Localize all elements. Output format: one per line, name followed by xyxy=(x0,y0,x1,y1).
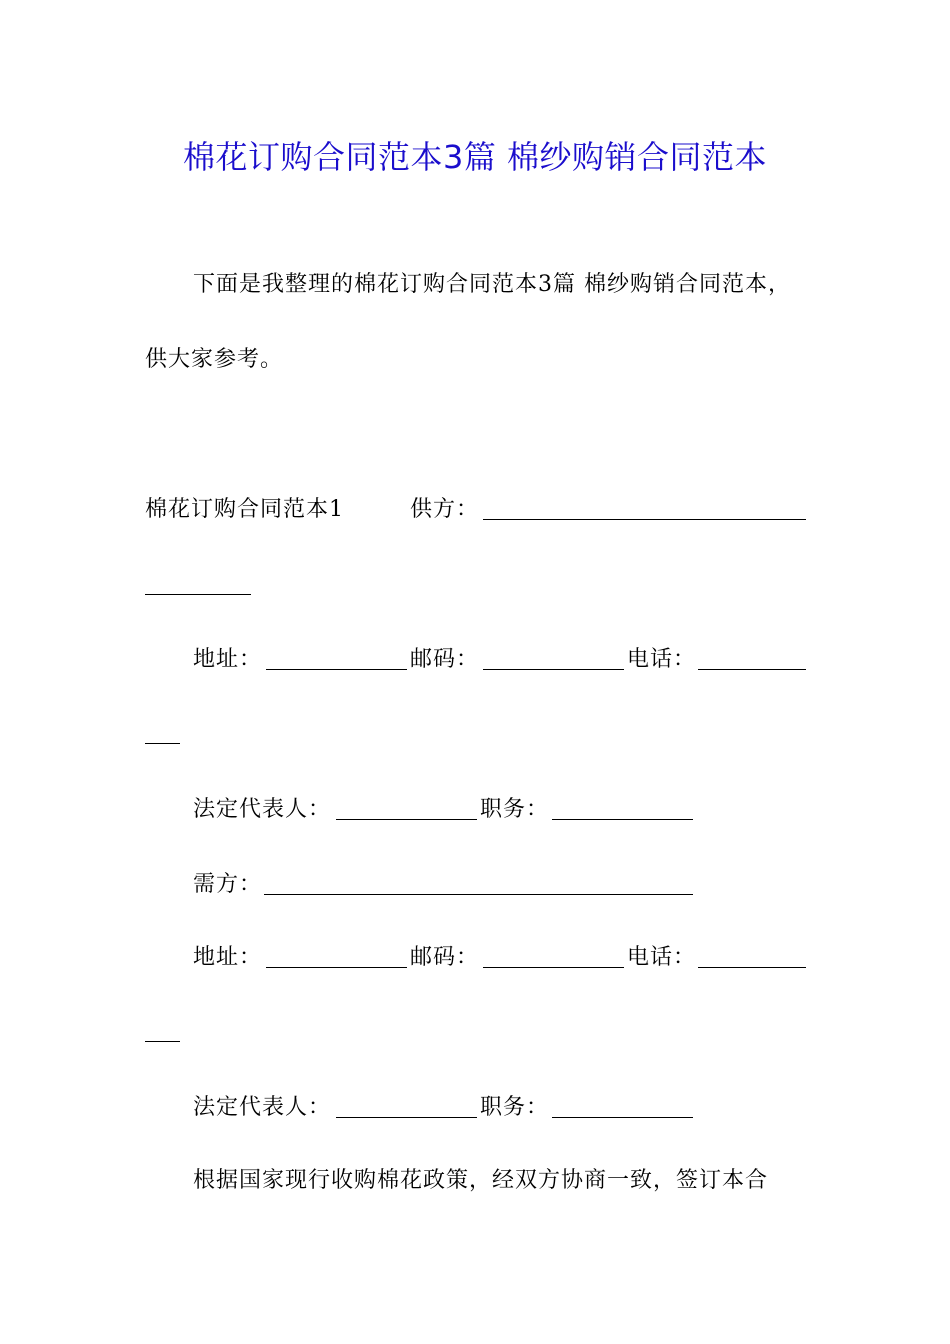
supplier-position-label: 职务： xyxy=(480,797,550,822)
buyer-legal-rep-label: 法定代表人： xyxy=(193,1095,332,1120)
buyer-postcode-label: 邮码： xyxy=(410,945,480,970)
buyer-position-label: 职务： xyxy=(480,1095,550,1120)
buyer-phone-label: 电话： xyxy=(627,945,697,970)
contract-heading-row xyxy=(145,495,344,525)
buyer-postcode-blank xyxy=(483,967,624,968)
supplier-address-label: 地址： xyxy=(193,647,263,672)
buyer-position-blank xyxy=(552,1117,693,1118)
supplier-address-blank xyxy=(266,669,407,670)
supplier-phone-blank-cont xyxy=(145,743,180,744)
buyer-phone-blank xyxy=(698,967,806,968)
clause-text: 根据国家现行收购棉花政策，经双方协商一致，签订本合 xyxy=(193,1168,769,1193)
supplier-name-blank xyxy=(483,519,806,520)
contract-heading: 棉花订购合同范本1 xyxy=(145,497,344,522)
supplier-legal-rep-blank xyxy=(336,819,477,820)
buyer-name-blank xyxy=(264,894,693,895)
buyer-phone-blank-cont xyxy=(145,1041,180,1042)
supplier-phone-blank xyxy=(698,669,806,670)
buyer-address-label: 地址： xyxy=(193,945,263,970)
supplier-postcode-label: 邮码： xyxy=(410,647,480,672)
buyer-legal-rep-blank xyxy=(336,1117,477,1118)
supplier-postcode-blank xyxy=(483,669,624,670)
intro-line-1: 下面是我整理的棉花订购合同范本3篇 棉纱购销合同范本， xyxy=(193,272,791,297)
supplier-name-blank-cont xyxy=(145,594,251,595)
supplier-label: 供方： xyxy=(410,497,480,522)
supplier-legal-rep-label: 法定代表人： xyxy=(193,797,332,822)
supplier-row xyxy=(410,495,479,525)
supplier-phone-label: 电话： xyxy=(627,647,697,672)
supplier-position-blank xyxy=(552,819,693,820)
buyer-address-blank xyxy=(266,967,407,968)
document-title: 棉花订购合同范本3篇 棉纱购销合同范本 xyxy=(182,138,768,176)
buyer-label: 需方： xyxy=(193,872,263,897)
intro-line-2: 供大家参考。 xyxy=(145,347,284,372)
